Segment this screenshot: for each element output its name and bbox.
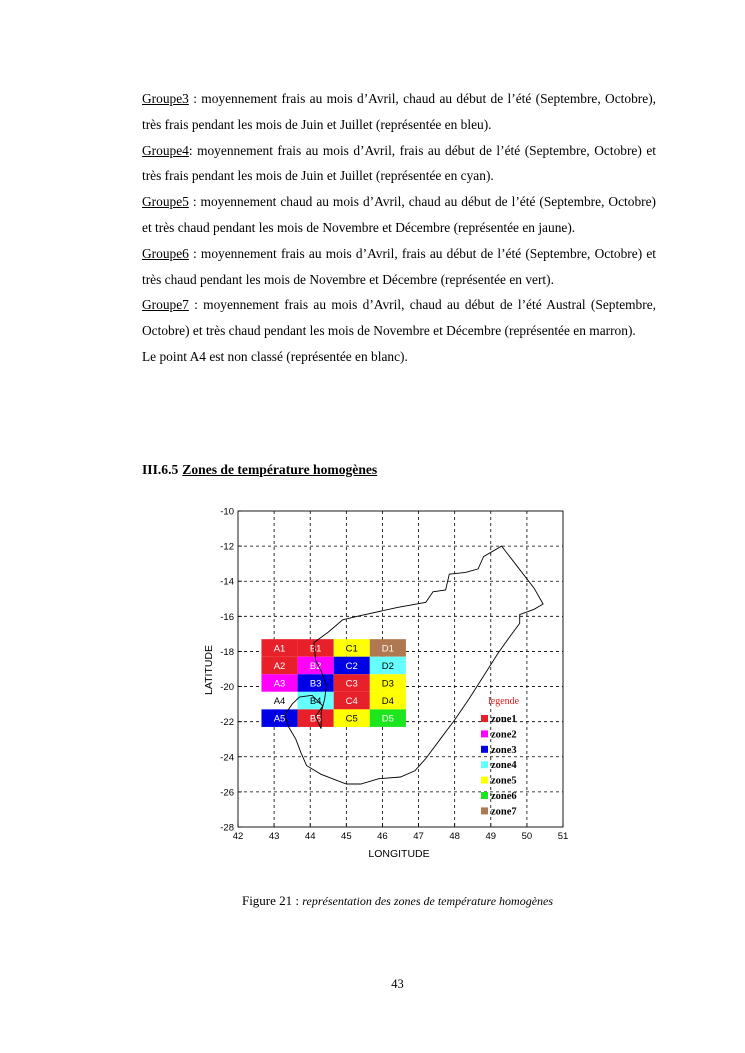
x-tick-label: 42: [232, 831, 244, 842]
group-description: : moyennement frais au mois d’Avril, chaud au début de l’été (Septembre, Octobre), très frais pendant les mois de Juin et Juillet (représentée en bleu).: [142, 91, 656, 132]
cell-label: B1: [309, 643, 322, 655]
legend-label: zone6: [491, 791, 517, 802]
paragraph-groupe6: [142, 241, 656, 293]
legend-label: zone7: [491, 806, 517, 818]
cell-label: B3: [309, 678, 322, 690]
group-label: Groupe5: [142, 194, 189, 210]
y-tick-label: -26: [220, 787, 234, 799]
paragraph-groupe3: [142, 86, 656, 138]
cell-label: C5: [345, 713, 358, 725]
cell-label: D3: [381, 678, 394, 690]
x-tick-label: 49: [485, 831, 497, 842]
figure-caption: [0, 893, 745, 909]
cell-label: A3: [273, 678, 286, 690]
y-tick-label: -24: [220, 752, 234, 764]
group-label: Groupe6: [142, 245, 189, 261]
cell-label: B2: [309, 660, 322, 672]
legend-label: zone1: [491, 714, 517, 725]
y-tick-label: -12: [220, 541, 234, 553]
page-number: 43: [391, 977, 404, 991]
legend-swatch: [481, 730, 488, 737]
x-tick-label: 43: [268, 831, 280, 842]
cell-label: A4: [273, 696, 286, 708]
y-tick-label: -28: [220, 822, 234, 834]
x-tick-label: 51: [557, 831, 569, 842]
legend-swatch: [481, 746, 488, 753]
y-tick-label: -16: [220, 611, 234, 623]
x-tick-label: 50: [521, 831, 533, 842]
note-a4: Le point A4 est non classé (représentée en blanc).: [142, 348, 408, 364]
x-tick-label: 48: [449, 831, 460, 842]
cell-label: D2: [381, 660, 394, 672]
body-text: [142, 86, 656, 370]
y-tick-label: -14: [220, 576, 234, 588]
caption-text: représentation des zones de température homogènes: [302, 894, 554, 908]
legend-label: zone5: [491, 775, 517, 787]
y-tick-label: -18: [220, 646, 234, 658]
group-label: Groupe7: [142, 297, 189, 313]
section-title: Zones de température homogènes: [182, 462, 378, 477]
legend-swatch: [481, 715, 488, 722]
section-number: III.6.5: [142, 462, 179, 477]
y-axis-label: LATITUDE: [203, 645, 215, 695]
cell-label: C2: [345, 660, 358, 672]
zone-map-figure: [195, 500, 580, 865]
x-tick-label: 46: [377, 831, 388, 842]
y-tick-label: -22: [220, 717, 234, 729]
x-tick-label: 44: [304, 831, 316, 842]
cell-label: A1: [273, 643, 286, 655]
paragraph-groupe7: [142, 292, 656, 344]
cell-label: D5: [381, 713, 394, 725]
legend-swatch: [481, 761, 488, 768]
x-tick-label: 45: [341, 831, 352, 842]
legend-title: legende: [488, 696, 520, 707]
cell-label: B5: [309, 713, 322, 725]
legend-label: zone3: [491, 744, 517, 756]
cell-label: C4: [345, 696, 358, 708]
paragraph-groupe5: [142, 189, 656, 241]
legend-label: zone2: [491, 729, 517, 741]
legend-swatch: [481, 792, 488, 799]
group-description: : moyennement frais au mois d’Avril, chaud au début de l’été Austral (Septembre, Octobre) et très chaud pendant les mois de Novembre et Décembre (représentée en marron).: [142, 297, 656, 339]
cell-label: C3: [345, 678, 358, 690]
group-label: Groupe4: [142, 142, 189, 158]
zone-map-chart: [195, 500, 580, 865]
cell-label: B4: [309, 696, 322, 708]
y-tick-label: -20: [220, 682, 234, 694]
cell-label: A2: [273, 660, 286, 672]
group-description: : moyennement frais au mois d’Avril, frais au début de l’été (Septembre, Octobre) et très frais pendant les mois de Juin et Juillet (représentée en cyan).: [142, 142, 656, 184]
zone-cells: [261, 639, 405, 727]
group-description: : moyennement chaud au mois d’Avril, chaud au début de l’été (Septembre, Octobre) et très chaud pendant les mois de Novembre et Décembre (représentée en jaune).: [142, 194, 656, 235]
group-label: Groupe3: [142, 91, 189, 106]
cell-label: D1: [381, 643, 394, 655]
cell-label: C1: [345, 643, 358, 655]
paragraph-groupe4: [142, 138, 656, 190]
legend-swatch: [481, 777, 488, 784]
legend-label: zone4: [491, 760, 517, 772]
x-axis-label: LONGITUDE: [368, 848, 430, 860]
x-tick-label: 47: [413, 831, 424, 842]
y-tick-label: -10: [220, 506, 234, 518]
caption-prefix: Figure 21 :: [241, 893, 300, 908]
cell-label: D4: [381, 696, 394, 708]
legend-swatch: [481, 807, 488, 814]
section-heading: [142, 462, 377, 478]
cell-label: A5: [273, 713, 286, 725]
group-description: : moyennement frais au mois d’Avril, frais au début de l’été (Septembre, Octobre) et très chaud pendant les mois de Novembre et Décembre (représentée en vert).: [142, 245, 656, 287]
